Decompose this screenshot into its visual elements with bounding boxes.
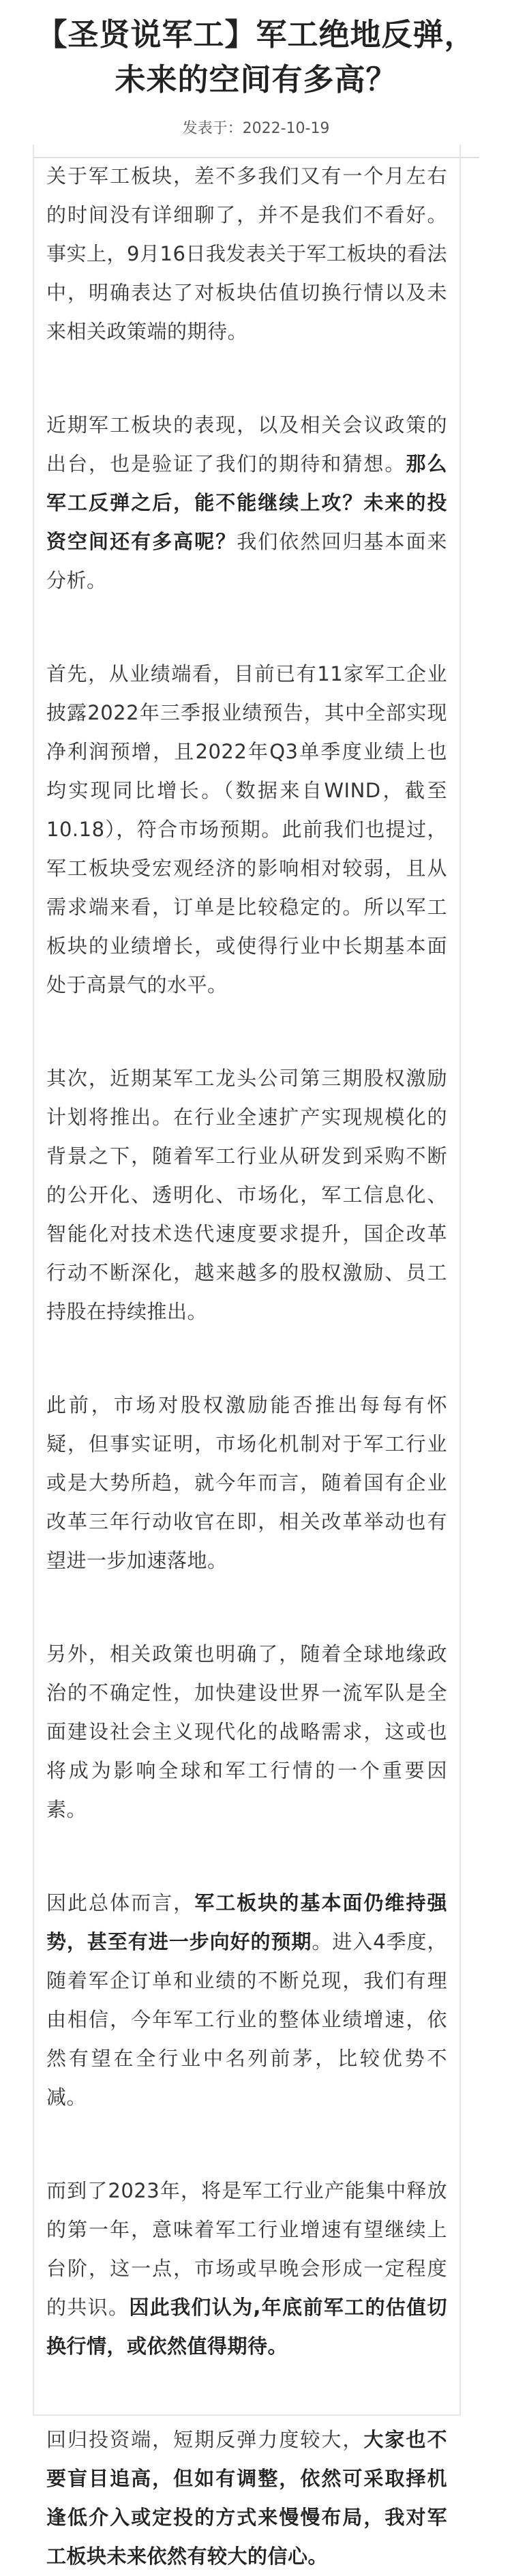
emphasis-text: 大家也不要盲目追高，但如有调整，依然可采取择机逢低介入或定投的方式来慢慢布局，我对军工板块未来依然有较大的信心。 bbox=[46, 2428, 447, 2568]
publish-date: 2022-10-19 bbox=[242, 120, 330, 137]
emphasis-text: 因此我们认为,年底前军工的估值切换行情，或依然值得期待。 bbox=[46, 2296, 447, 2358]
article-paragraph bbox=[46, 2420, 447, 2576]
article-title-line-1: 【圣贤说军工】军工绝地反弹， bbox=[36, 16, 476, 53]
article-paragraph bbox=[46, 1884, 447, 2117]
publish-label: 发表于： bbox=[182, 120, 243, 137]
emphasis-text: 那么军工反弹之后，能不能继续上攻？未来的投资空间还有多高呢？ bbox=[46, 452, 447, 553]
article-paragraph bbox=[46, 1386, 447, 1580]
paragraph-text: 回归投资端，短期反弹力度较大， bbox=[46, 2428, 364, 2451]
paragraph-text: 因此总体而言， bbox=[46, 1891, 195, 1914]
article-title-line-2: 未来的空间有多高？ bbox=[115, 61, 397, 98]
article-paragraph bbox=[46, 655, 447, 1005]
article-paragraph bbox=[46, 157, 447, 351]
paragraph-text: 。进入4季度，随着军企订单和业绩的不断兑现，我们有理由相信，今年军工行业的整体业绩增速，依然有望在全行业中名列前茅，比较优势不减。 bbox=[46, 1930, 447, 2109]
paragraph-text: 另外，相关政策也明确了，随着全球地缘政治的不确定性，加快建设世界一流军队是全面建设社会主义现代化的战略需求，这或也将成为影响全球和军工行情的一个重要因素。 bbox=[46, 1642, 447, 1821]
article-paragraph bbox=[46, 1059, 447, 1331]
article-paragraph bbox=[46, 2172, 447, 2366]
paragraph-text: 此前，市场对股权激励能否推出每每有怀疑，但事实证明，市场化机制对于军工行业或是大势所趋，就今年而言，随着国有企业改革三年行动收官在即，相关改革举动也有望进一步加速落地。 bbox=[46, 1393, 447, 1572]
article-body bbox=[33, 145, 461, 2568]
publish-meta bbox=[33, 119, 479, 139]
paragraph-text: 首先，从业绩端看，目前已有11家军工企业披露2022年三季报业绩预告，其中全部实现净利润预增，且2022年Q3单季度业绩上也均实现同比增长。（数据来自WIND，截至10.18），符合市场预期。此前我们也提过，军工板块受宏观经济的影响相对较弱，且从需求端来看，订单是比较稳定的。所以军工板块的业绩增长，或使得行业中长期基本面处于高景气的水平。 bbox=[46, 662, 447, 996]
paragraph-text: 我们依然回归基本面来分析。 bbox=[46, 530, 447, 592]
emphasis-text: 军工板块的基本面仍维持强势，甚至有进一步向好的预期 bbox=[46, 1891, 447, 1953]
article-title bbox=[33, 12, 479, 102]
article-paragraph bbox=[46, 1635, 447, 1829]
paragraph-text: 关于军工板块，差不多我们又有一个月左右的时间没有详细聊了，并不是我们不看好。事实上，9月16日我发表关于军工板块的看法中，明确表达了对板块估值切换行情以及未来相关政策端的期待。 bbox=[46, 164, 447, 343]
paragraph-text: 而到了2023年，将是军工行业产能集中释放的第一年，意味着军工行业增速有望继续上台阶，这一点，市场或早晚会形成一定程度的共识。 bbox=[46, 2179, 447, 2319]
paragraph-text: 近期军工板块的表现，以及相关会议政策的出台，也是验证了我们的期待和猜想。 bbox=[46, 413, 447, 475]
paragraph-text: 其次，近期某军工龙头公司第三期股权激励计划将推出。在行业全速扩产实现规模化的背景之下，随着军工行业从研发到采购不断的公开化、透明化、市场化，军工信息化、智能化对技术迭代速度要求提升，国企改革行动不断深化，越来越多的股权激励、员工持股在持续推出。 bbox=[46, 1067, 447, 1323]
article-paragraph bbox=[46, 406, 447, 600]
